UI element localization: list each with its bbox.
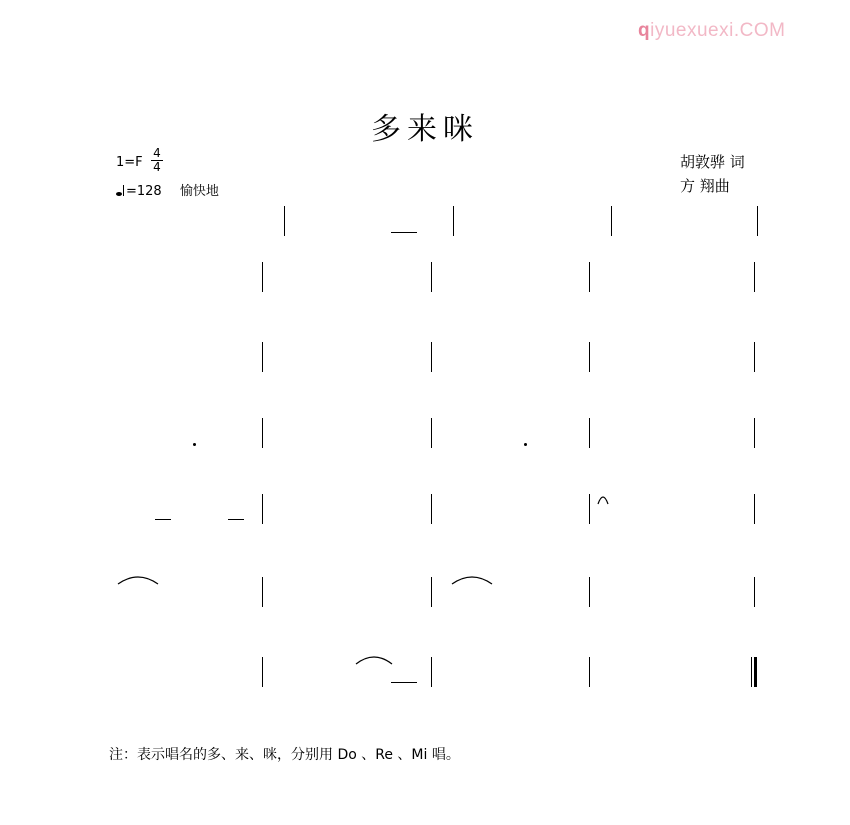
grace-slur-arc (598, 497, 608, 504)
watermark-text: iyuexuexi.COM (650, 20, 786, 41)
slur-arc (356, 657, 392, 664)
tempo-expression: 愉快地 (179, 184, 219, 199)
key-signature: 1=F (116, 155, 143, 170)
song-title: 多来咪 (371, 112, 479, 147)
tempo-value: =128 (126, 184, 162, 199)
time-signature-bottom: 4 (153, 160, 161, 174)
slur-arc (118, 577, 158, 584)
watermark-q: q (638, 20, 651, 41)
time-signature-top: 4 (153, 146, 161, 160)
slur-arc (452, 577, 492, 584)
footnote: 注：表示唱名的多、来、咪，分别用 Do 、Re 、Mi 唱。 (109, 747, 460, 763)
composer-credit: 方 翔曲 (680, 177, 730, 195)
lyricist-credit: 胡敦骅 词 (680, 153, 745, 171)
